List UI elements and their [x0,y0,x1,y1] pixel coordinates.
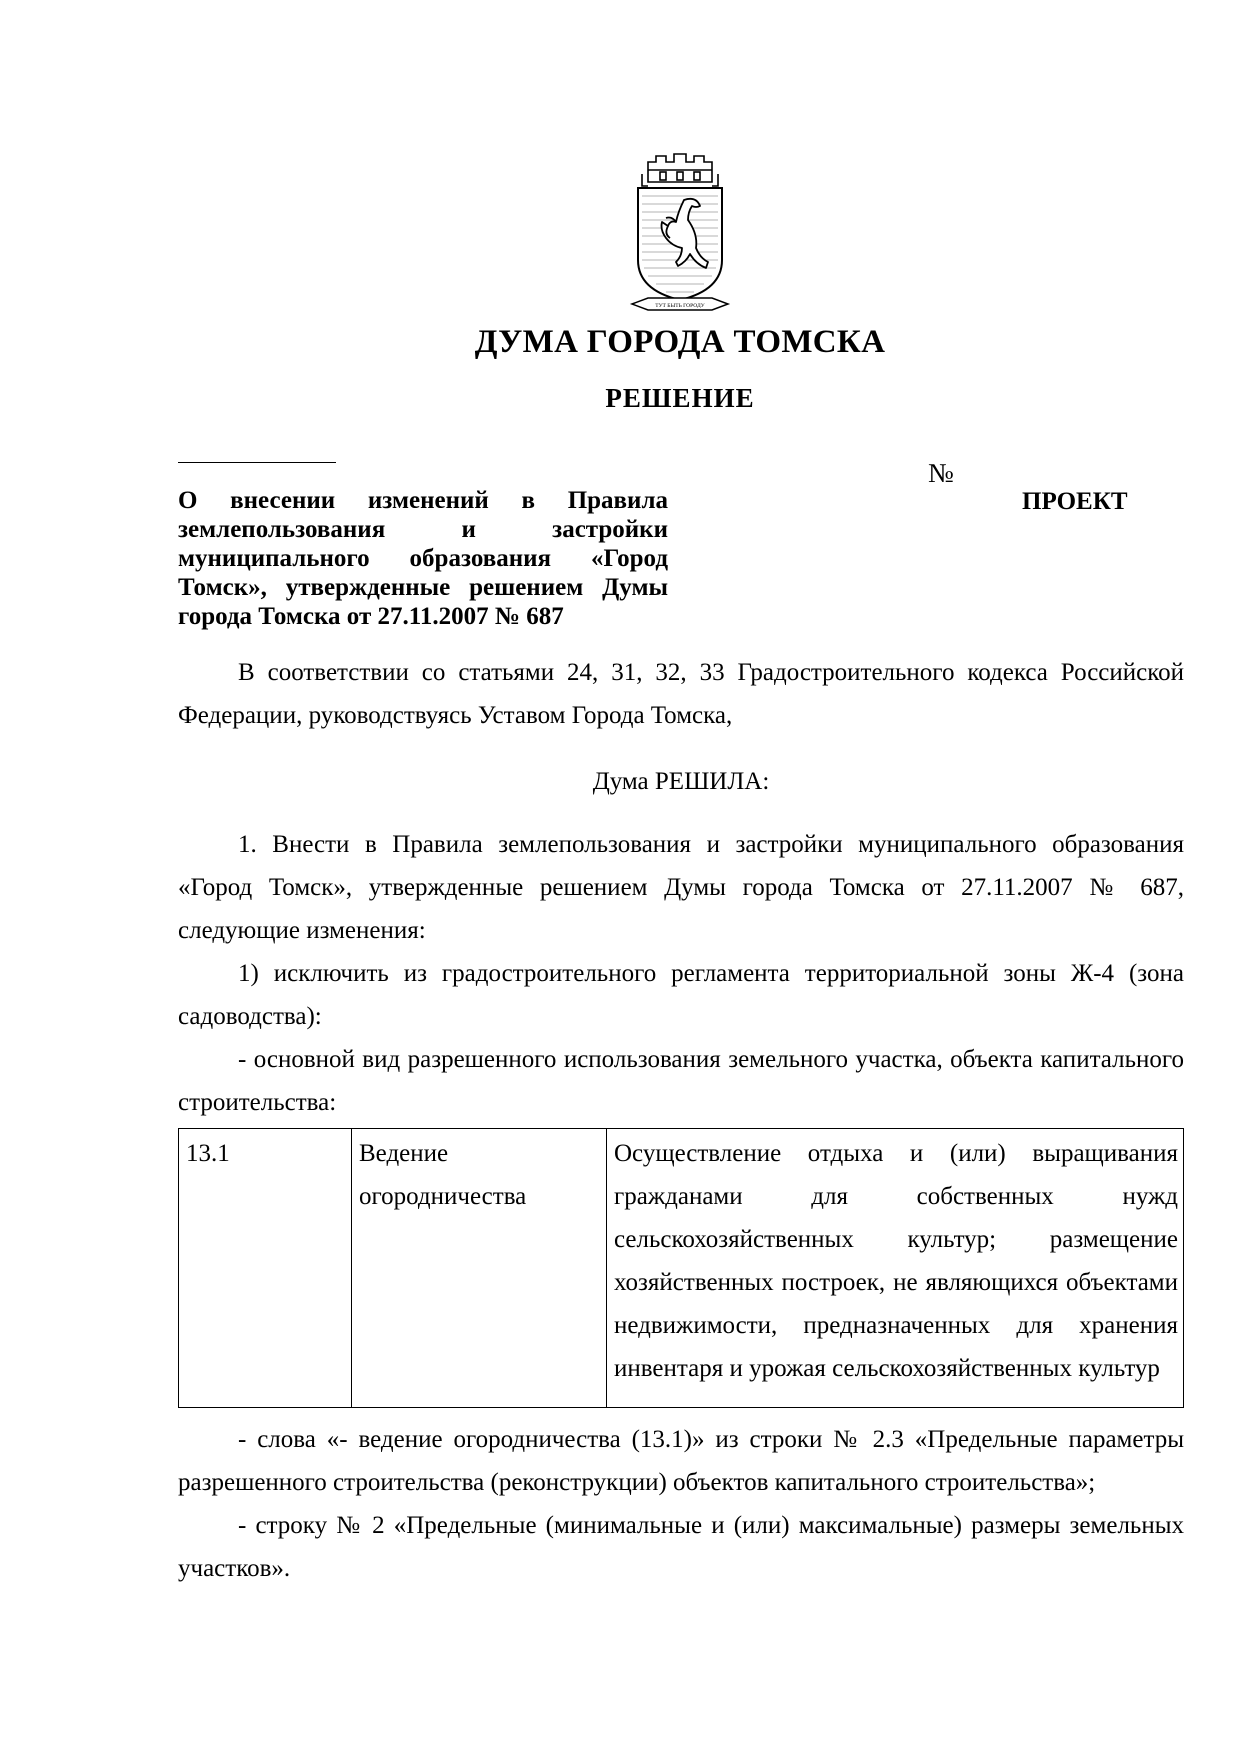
bullet-row: - строку № 2 «Предельные (минимальные и (или) максимальные) размеры земельных участков». [178,1512,1184,1582]
document-body [178,651,1184,1590]
mural-crown-icon [642,154,718,186]
decision-subject: О внесении изменений в Правила землепользования и застройки муниципального образования «Город Томск», утвержденные решением Думы города Томска от 27.11.2007 № 687 [178,487,668,630]
crest-motto-text: ТУТ БЫТЬ ГОРОДУ [655,303,705,309]
document-type: РЕШЕНИЕ [605,383,755,413]
subitem-1-paragraph: 1) исключить из градостроительного регламента территориальной зоны Ж-4 (зона садоводства): [178,960,1184,1030]
preamble-paragraph: В соответствии со статьями 24, 31, 32, 33 Градостроительного кодекса Российской Федерации, руководствуясь Уставом Города Томска, [178,659,1184,729]
draft-mark: ПРОЕКТ [1022,488,1128,515]
table-cell-code: 13.1 [179,1129,352,1408]
tomsk-coat-of-arms-icon [626,150,734,318]
item-1-paragraph: 1. Внести в Правила землепользования и застройки муниципального образования «Город Томск», утвержденные решением Думы города Томска от 27.11.2007 № 687, следующие изменения: [178,831,1184,944]
bullet-main-use: - основной вид разрешенного использования земельного участка, объекта капитального строительства: [178,1046,1184,1116]
table-cell-name: Ведение огородничества [352,1129,607,1408]
table-cell-description: Осуществление отдыха и (или) выращивания гражданами для собственных нужд сельскохозяйственных культур; размещение хозяйственных построек, не являющихся объектами недвижимости, предназначенных для хранения инвентаря и урожая сельскохозяйственных культур [607,1129,1184,1408]
council-title: ДУМА ГОРОДА ТОМСКА [474,324,886,360]
date-blank-line [178,462,336,463]
resolution-heading: Дума РЕШИЛА: [592,768,770,795]
bullet-words: - слова «- ведение огородничества (13.1)» из строки № 2.3 «Предельные параметры разрешенного строительства (реконструкции) объектов капитального строительства»; [178,1426,1184,1496]
land-use-table [178,1128,1184,1408]
table-row [179,1129,1184,1408]
number-sign: № [928,458,954,488]
